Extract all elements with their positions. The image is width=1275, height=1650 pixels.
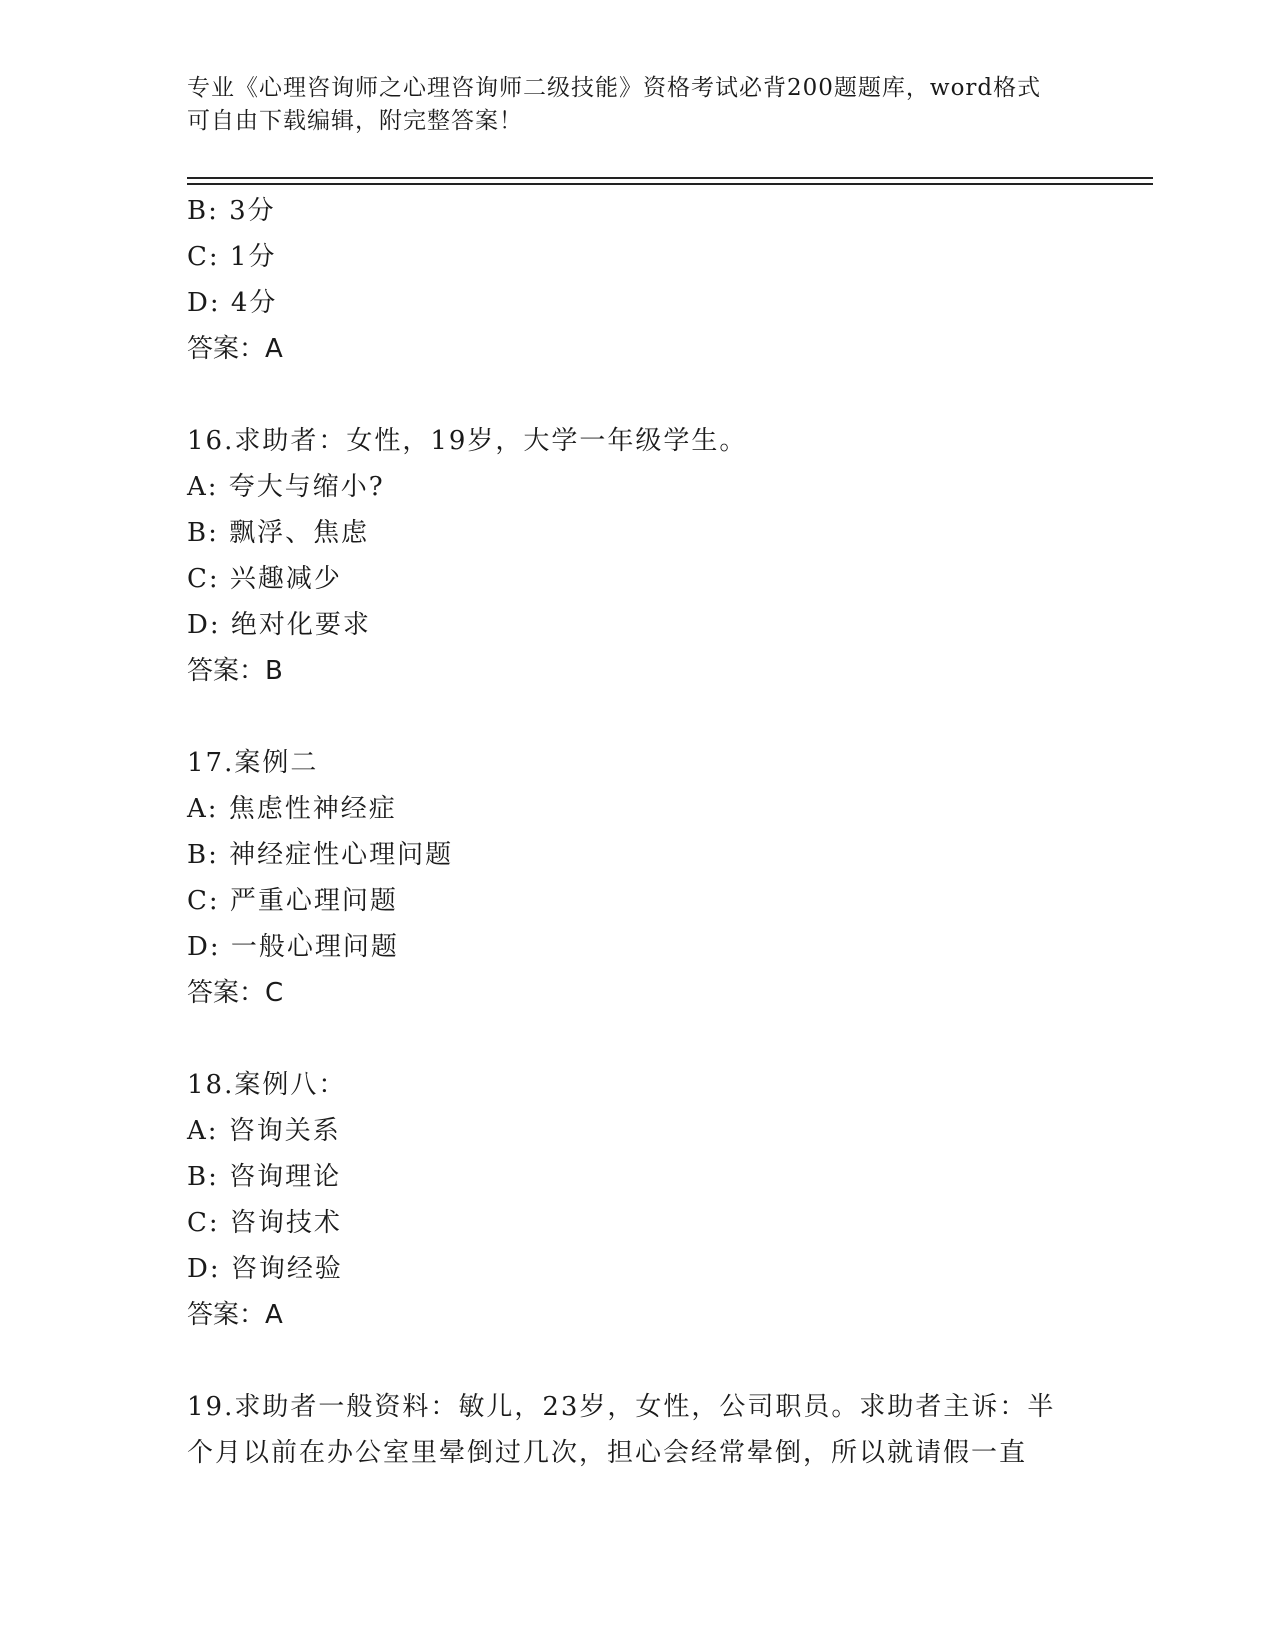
spacer <box>187 372 1107 418</box>
option-c: C: 咨询技术 <box>187 1208 342 1238</box>
header-title-line-2: 可自由下载编辑，附完整答案！ <box>187 108 523 134</box>
option-b: B: 咨询理论 <box>187 1162 342 1192</box>
document-header <box>187 72 1087 138</box>
option-d: D: 一般心理问题 <box>187 932 399 962</box>
option-d: D: 咨询经验 <box>187 1254 343 1284</box>
question-stem: 16.求助者：女性，19岁，大学一年级学生。 <box>187 426 748 456</box>
option-b: B: 3分 <box>187 196 276 226</box>
option-b: B: 神经症性心理问题 <box>187 840 454 870</box>
spacer <box>187 1338 1107 1384</box>
option-a: A: 夸大与缩小? <box>187 472 385 502</box>
question-15-tail <box>187 188 1107 372</box>
header-title-line-1: 专业《心理咨询师之心理咨询师二级技能》资格考试必背200题题库，word格式 <box>187 75 1042 101</box>
question-stem-line-2: 个月以前在办公室里晕倒过几次，担心会经常晕倒，所以就请假一直 <box>187 1438 1028 1468</box>
question-17 <box>187 740 1107 1016</box>
question-19 <box>187 1384 1107 1476</box>
option-a: A: 焦虑性神经症 <box>187 794 397 824</box>
option-c: C: 兴趣减少 <box>187 564 342 594</box>
question-stem: 17.案例二 <box>187 748 319 778</box>
answer-line: 答案：A <box>187 1300 283 1330</box>
option-d: D: 4分 <box>187 288 278 318</box>
option-d: D: 绝对化要求 <box>187 610 371 640</box>
question-stem: 18.案例八： <box>187 1070 347 1100</box>
option-b: B: 飘浮、焦虑 <box>187 518 370 548</box>
question-stem-line-1: 19.求助者一般资料：敏儿，23岁，女性，公司职员。求助者主诉：半 <box>187 1392 1056 1422</box>
question-content <box>187 188 1107 1476</box>
answer-line: 答案：A <box>187 334 283 364</box>
option-c: C: 严重心理问题 <box>187 886 398 916</box>
question-16 <box>187 418 1107 694</box>
option-a: A: 咨询关系 <box>187 1116 341 1146</box>
option-c: C: 1分 <box>187 242 277 272</box>
spacer <box>187 1016 1107 1062</box>
header-divider-top <box>187 177 1153 179</box>
answer-line: 答案：B <box>187 656 283 686</box>
question-18 <box>187 1062 1107 1338</box>
answer-line: 答案：C <box>187 978 284 1008</box>
spacer <box>187 694 1107 740</box>
header-divider-bottom <box>187 183 1153 185</box>
